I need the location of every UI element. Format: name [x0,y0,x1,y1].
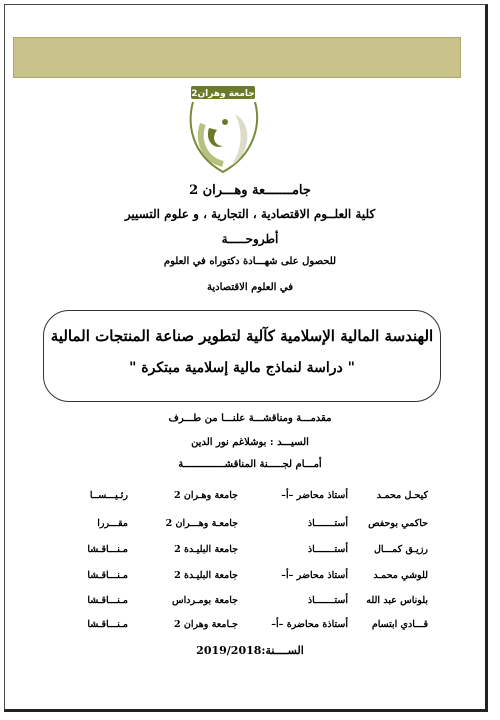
jury-name: للوشي محمـد [373,570,428,581]
jury-row [0,619,500,639]
jury-rank: أستـــــــاذ [307,518,348,529]
jury-row [0,518,500,538]
jury-rank: أستاذ محاضر –أ– [281,570,348,581]
jury-name: حاكمي بوحفص [368,518,428,529]
committee-label: أمـــام لجـــــنة المناقشــــــــــــــة [178,459,322,470]
university-name: جامـــــــعة وهـــران 2 [189,183,311,198]
jury-name: كيحـل محمـد [376,490,428,501]
jury-role: مـنـــاقـشا [87,619,128,630]
jury-institution: جامعة بومـرداس [172,595,238,606]
header-band [13,37,461,78]
jury-row [0,490,500,510]
logo-title: جامعة وهران2 [191,89,255,99]
jury-institution: جامعة البليـدة 2 [174,544,238,555]
jury-role: مـنـــاقـشا [87,595,128,606]
doctorate-label: للحصول على شهـــادة دكتوراه في العلوم [163,256,337,267]
thesis-subtitle: " دراسة لنماذج مالية إسلامية مبتكرة " [129,360,355,376]
jury-name: بلوناس عبد الله [366,595,428,606]
thesis-title: الهندسة المالية الإسلامية كآلية لتطوير صناعة المنتجات المالية [50,327,434,345]
university-logo-icon [183,84,265,176]
jury-row [0,544,500,564]
jury-institution: جامعة وهـران 2 [173,490,238,501]
jury-name: قـــادي ابتسام [371,619,428,630]
jury-role: رئـيـــســا [89,490,128,501]
field-label: في العلوم الاقتصادية [207,282,293,293]
jury-role: مـنـــاقـشا [87,544,128,555]
jury-row [0,570,500,590]
jury-rank: أستـــــــاذ [307,595,348,606]
jury-institution: جامعـة وهـــران 2 [165,518,238,529]
jury-institution: جـامعة وهران 2 [173,619,238,630]
jury-row [0,595,500,615]
jury-rank: أستـــــــاذ [307,544,348,555]
jury-institution: جامعة البليـدة 2 [174,570,238,581]
thesis-label: أطروحـــــة [221,232,279,246]
jury-name: رزيـق كمـــال [374,544,428,555]
academic-year: الســــنة:2019/2018 [196,644,304,657]
submitted-by: مقدمـــة ومناقشـــة علنـــا من طـــرف [168,413,332,424]
faculty-name: كلية العلــوم الاقتصادية ، التجارية ، و علوم التسيير [124,207,376,221]
jury-rank: أستاذة محاضرة –أ– [271,619,348,630]
candidate-name: السيـــد : بوشلاغم نور الدين [191,437,309,448]
thesis-title-box [43,310,441,402]
jury-role: مـنـــاقـشا [87,570,128,581]
jury-role: مقـــررا [97,518,128,529]
jury-rank: أستاذ محاضر –أ– [281,490,348,501]
